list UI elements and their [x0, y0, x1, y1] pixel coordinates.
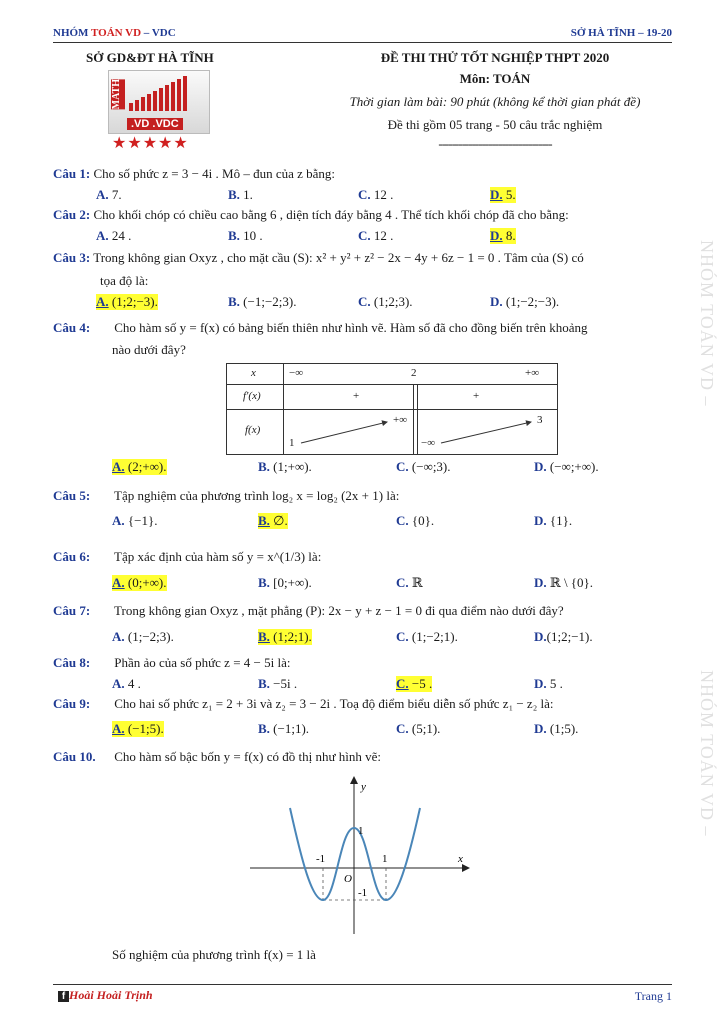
question-5 — [53, 488, 399, 504]
q5-option-c[interactable] — [396, 513, 434, 529]
option-value: ℝ \ {0}. — [549, 575, 594, 590]
quartic-curve — [290, 808, 420, 900]
option-value: 7. — [111, 187, 122, 202]
option-label: D. — [534, 676, 547, 691]
page-header-left — [53, 27, 176, 39]
option-value: 5 . — [549, 676, 563, 691]
option-value: (1;2;1). — [273, 629, 312, 644]
option-value: 8. — [505, 228, 516, 243]
exam-divider: ---------------------------------- — [438, 136, 552, 151]
option-value: 4 . — [127, 676, 141, 691]
q9-option-d[interactable] — [534, 721, 578, 737]
axis-label-y: y — [361, 781, 366, 793]
rating-stars: ★★★★★ — [112, 135, 189, 152]
option-label: C. — [396, 721, 409, 736]
logo-text: .VD .VDC — [127, 118, 183, 130]
option-label: C. — [396, 513, 409, 528]
option-value: (1;−2;3). — [127, 629, 174, 644]
table-f-end: 3 — [537, 414, 543, 426]
table-f-start: 1 — [289, 437, 295, 449]
option-label: A. — [112, 721, 125, 736]
option-value: (1;+∞). — [273, 459, 312, 474]
department-name: SỞ GD&ĐT HÀ TĨNH — [86, 50, 214, 65]
question-10 — [53, 749, 381, 765]
question-label: Câu 10. — [53, 749, 96, 764]
question-2 — [53, 207, 569, 223]
table-x-neg-inf: −∞ — [289, 367, 304, 379]
option-value: 12 . — [373, 228, 394, 243]
option-label: B. — [228, 294, 240, 309]
option-value: 12 . — [373, 187, 394, 202]
option-label: B. — [258, 676, 270, 691]
header-group-name: TOÁN VD — [91, 27, 142, 39]
author-name: Hoài Hoài Trịnh — [69, 988, 153, 1002]
option-value: (5;1). — [411, 721, 441, 736]
option-label: A. — [96, 228, 109, 243]
option-label: D. — [534, 459, 547, 474]
q4-option-a-answer[interactable] — [112, 459, 167, 475]
option-label: C. — [358, 294, 371, 309]
question-text: Cho khối chóp có chiều cao bằng 6 , diện tích đáy bằng 4 . Thể tích khối chóp đã cho bằng: — [93, 207, 569, 222]
q1-option-c[interactable] — [358, 187, 393, 203]
table-row-label-f: f(x) — [245, 424, 261, 436]
q8-option-b[interactable] — [258, 676, 297, 692]
option-value: 5. — [505, 187, 516, 202]
option-label: C. — [396, 676, 409, 691]
question-text: Cho số phức z = 3 − 4i . Mô – đun của z bằng: — [93, 166, 336, 181]
table-sign-1: + — [353, 390, 360, 402]
variation-table — [226, 363, 558, 455]
side-watermark-bottom: NHÓM TOÁN VD – — [697, 670, 717, 837]
q5-option-d[interactable] — [534, 513, 572, 529]
option-value: (1;2;−1). — [546, 629, 593, 644]
q9-option-b[interactable] — [258, 721, 309, 737]
logo-vertical-text: MATH — [111, 79, 125, 109]
axis-label-x: x — [458, 853, 463, 865]
option-label: C. — [396, 459, 409, 474]
exam-title: ĐỀ THI THỬ TỐT NGHIỆP THPT 2020 — [380, 50, 610, 65]
table-arrow-increase-2 — [441, 422, 531, 443]
question-7 — [53, 603, 564, 619]
q6-option-a-answer[interactable] — [112, 575, 167, 591]
option-label: C. — [396, 629, 409, 644]
option-label: B. — [258, 459, 270, 474]
option-value: {−1}. — [127, 513, 158, 528]
question-8 — [53, 655, 290, 671]
question-label: Câu 3: — [53, 250, 91, 265]
footer-author — [58, 988, 153, 1003]
question-text: Trong không gian Oxyz , mặt phẳng (P): 2x − y + z − 1 = 0 đi qua điểm nào dưới đây? — [114, 603, 564, 618]
q3-option-a-answer[interactable] — [96, 294, 158, 310]
page-header-right: SỞ HÀ TĨNH – 19-20 — [570, 27, 672, 39]
question-text: Tập xác định của hàm số y = x^(1/3) là: — [114, 549, 322, 564]
q2-option-c[interactable] — [358, 228, 393, 244]
table-sign-2: + — [473, 390, 480, 402]
option-label: D. — [534, 575, 547, 590]
facebook-icon: f — [58, 991, 69, 1002]
option-value: 24 . — [111, 228, 132, 243]
q7-option-a[interactable] — [112, 629, 174, 645]
question-label: Câu 5: — [53, 488, 91, 503]
option-value: 10 . — [243, 228, 263, 243]
option-label: D. — [490, 228, 503, 243]
question-3 — [53, 250, 584, 266]
option-value: (−∞;+∞). — [549, 459, 599, 474]
option-label: B. — [258, 629, 270, 644]
table-arrow-increase-1 — [301, 422, 387, 443]
option-label: B. — [258, 575, 270, 590]
footer-rule — [53, 984, 672, 985]
table-f-limit-right: −∞ — [421, 437, 436, 449]
option-label: A. — [112, 513, 125, 528]
option-label: C. — [358, 187, 371, 202]
option-value: (−1;1). — [273, 721, 310, 736]
option-value: (1;5). — [549, 721, 579, 736]
option-value: ℝ — [411, 575, 423, 590]
q9-option-c[interactable] — [396, 721, 440, 737]
option-label: A. — [112, 575, 125, 590]
option-label: A. — [96, 187, 109, 202]
table-x-2: 2 — [411, 367, 417, 379]
question-9 — [53, 696, 553, 712]
q7-option-d[interactable] — [534, 629, 593, 645]
q1-option-b[interactable] — [228, 187, 253, 203]
logo-chart-icon — [127, 73, 205, 113]
origin-label: O — [344, 873, 352, 885]
q8-option-a[interactable] — [112, 676, 141, 692]
q8-option-c-answer[interactable] — [396, 676, 432, 692]
question-3-continued: tọa độ là: — [100, 273, 149, 288]
question-label: Câu 6: — [53, 549, 91, 564]
tick-y-negative: -1 — [358, 887, 368, 899]
option-value: (0;+∞). — [127, 575, 167, 590]
option-value: {0}. — [411, 513, 435, 528]
option-label: D. — [490, 187, 503, 202]
side-watermark-top: NHÓM TOÁN VD – — [697, 240, 717, 407]
question-10-continued: Số nghiệm của phương trình f(x) = 1 là — [112, 947, 316, 962]
option-label: B. — [258, 513, 270, 528]
table-f-limit-left: +∞ — [393, 414, 408, 426]
option-value: (−1;−2;3). — [243, 294, 297, 309]
option-value: {1}. — [549, 513, 573, 528]
question-6 — [53, 549, 321, 565]
q6-option-c[interactable] — [396, 575, 423, 591]
option-label: A. — [96, 294, 109, 309]
option-label: B. — [228, 228, 240, 243]
question-label: Câu 4: — [53, 320, 91, 335]
group-logo — [108, 70, 210, 134]
q7-option-c[interactable] — [396, 629, 458, 645]
table-x-pos-inf: +∞ — [525, 367, 540, 379]
question-label: Câu 8: — [53, 655, 91, 670]
q6-option-d[interactable] — [534, 575, 593, 591]
q2-option-a[interactable] — [96, 228, 131, 244]
q6-option-b[interactable] — [258, 575, 312, 591]
option-label: A. — [112, 629, 125, 644]
exam-pages: Đề thi gồm 05 trang - 50 câu trắc nghiệm — [387, 117, 603, 132]
option-label: A. — [112, 676, 125, 691]
option-value: (2;+∞). — [127, 459, 167, 474]
q2-option-b[interactable] — [228, 228, 263, 244]
tick-x-negative: -1 — [316, 853, 326, 865]
option-label: C. — [358, 228, 371, 243]
question-text: Cho hàm số y = f(x) có bảng biến thiên như hình vẽ. Hàm số đã cho đồng biến trên khoảng — [114, 320, 588, 335]
option-label: B. — [258, 721, 270, 736]
question-text: Trong không gian Oxyz , cho mặt cầu (S): x² + y² + z² − 2x − 4y + 6z − 1 = 0 . Tâm của (S) có — [93, 250, 584, 265]
tick-y-positive: 1 — [358, 825, 364, 837]
option-value: (1;2;3). — [373, 294, 413, 309]
question-text: Cho hai số phức z₁ = 2 + 3i và z₂ = 3 − 2i . Toạ độ điểm biểu diễn số phức z₁ − z₂ là: — [114, 696, 554, 711]
question-4 — [53, 320, 588, 336]
option-value: 1. — [243, 187, 253, 202]
question-label: Câu 7: — [53, 603, 91, 618]
table-arrows — [227, 364, 557, 454]
option-label: B. — [228, 187, 240, 202]
option-value: −5i . — [273, 676, 298, 691]
q5-option-a[interactable] — [112, 513, 157, 529]
question-text: Tập nghiệm của phương trình log₂ x = log₂ (2x + 1) là: — [114, 488, 400, 503]
quartic-graph — [246, 772, 476, 942]
question-label: Câu 1: — [53, 166, 91, 181]
table-row-label-x: x — [251, 367, 256, 379]
exam-subject: Môn: TOÁN — [459, 71, 531, 86]
option-label: C. — [396, 575, 409, 590]
q4-option-b[interactable] — [258, 459, 312, 475]
q1-option-a[interactable] — [96, 187, 122, 203]
option-value: (1;2;−3). — [111, 294, 158, 309]
q1-option-d-answer[interactable] — [490, 187, 516, 203]
q3-option-c[interactable] — [358, 294, 413, 310]
option-value: −5 . — [411, 676, 433, 691]
exam-time: Thời gian làm bài: 90 phút (không kể thời gian phát đề) — [349, 94, 641, 109]
header-group-prefix: NHÓM — [53, 27, 91, 39]
question-text: Cho hàm số bậc bốn y = f(x) có đồ thị như hình vẽ: — [114, 749, 382, 764]
q4-option-c[interactable] — [396, 459, 451, 475]
question-text: Phần ảo của số phức z = 4 − 5i là: — [114, 655, 291, 670]
option-label: D. — [490, 294, 503, 309]
option-value: (1;−2;1). — [411, 629, 458, 644]
question-label: Câu 2: — [53, 207, 91, 222]
q4-option-d[interactable] — [534, 459, 599, 475]
option-value: (−∞;3). — [411, 459, 451, 474]
option-value: (−1;5). — [127, 721, 164, 736]
option-value: ∅. — [273, 513, 288, 528]
header-rule — [53, 42, 672, 43]
option-label: A. — [112, 459, 125, 474]
question-1 — [53, 166, 335, 182]
option-label: D. — [534, 629, 547, 644]
header-group-suffix: – VDC — [141, 27, 176, 39]
q7-option-b-answer[interactable] — [258, 629, 312, 645]
q9-option-a-answer[interactable] — [112, 721, 164, 737]
q5-option-b-answer[interactable] — [258, 513, 288, 529]
tick-x-positive: 1 — [382, 853, 388, 865]
option-value: [0;+∞). — [273, 575, 312, 590]
q2-option-d-answer[interactable] — [490, 228, 516, 244]
q3-option-d[interactable] — [490, 294, 559, 310]
question-4-continued: nào dưới đây? — [112, 342, 186, 357]
q8-option-d[interactable] — [534, 676, 563, 692]
q3-option-b[interactable] — [228, 294, 296, 310]
page-number: Trang 1 — [634, 989, 672, 1003]
option-label: D. — [534, 721, 547, 736]
option-label: D. — [534, 513, 547, 528]
option-value: (1;−2;−3). — [505, 294, 560, 309]
question-label: Câu 9: — [53, 696, 91, 711]
table-row-label-fprime: f'(x) — [243, 390, 261, 402]
